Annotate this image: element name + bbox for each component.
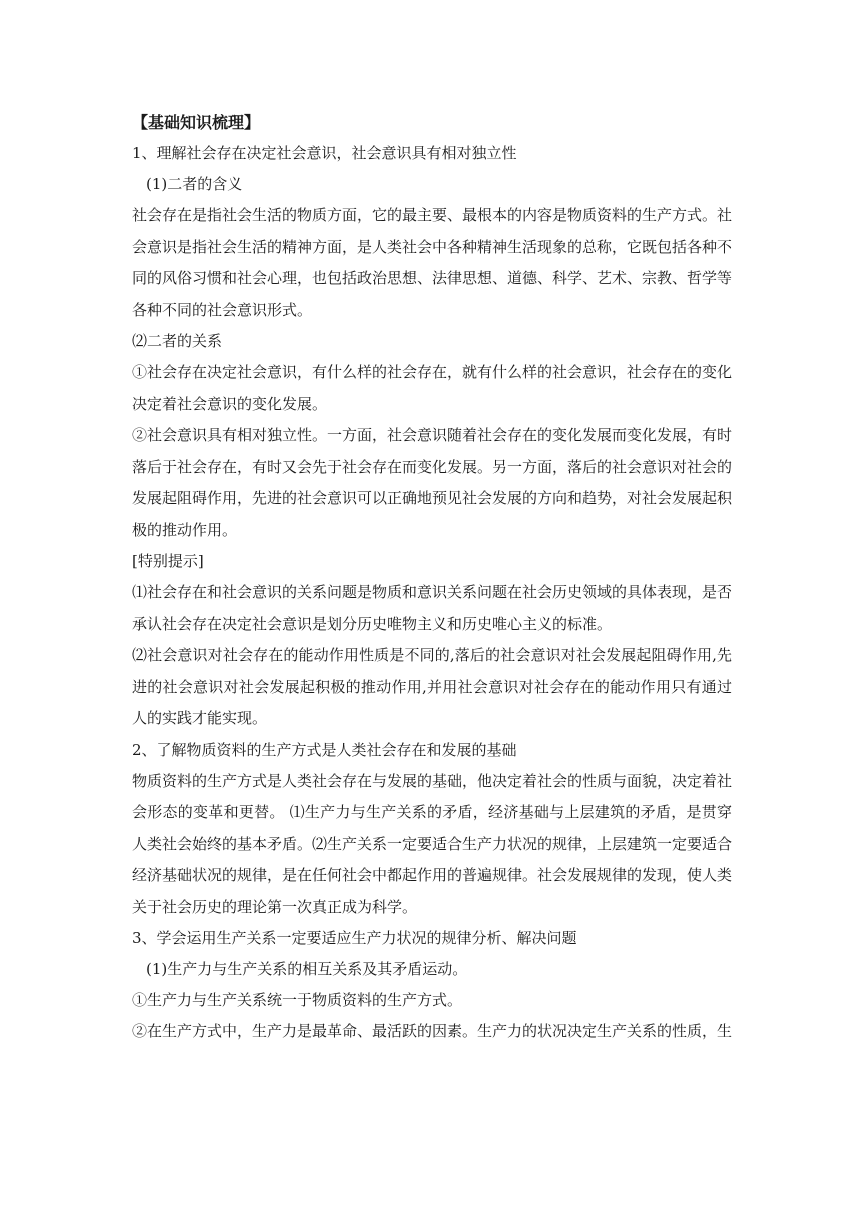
special-tip-paragraph-1: ⑴社会存在和社会意识的关系问题是物质和意识关系问题在社会历史领域的具体表现，是否承认社会存在决定社会意识是划分历史唯物主义和历史唯心主义的标准。 (132, 583, 733, 633)
special-tip-label: [特别提示] (132, 552, 204, 570)
section-3-point-1: ①生产力与生产关系统一于物质资料的生产方式。 (132, 991, 463, 1009)
section-1-subheading-relation: ⑵二者的关系 (132, 332, 223, 350)
section-2-title: 2、了解物质资料的生产方式是人类社会存在和发展的基础 (132, 740, 517, 759)
section-1-paragraph-point-2: ②社会意识具有相对独立性。一方面，社会意识随着社会存在的变化发展而变化发展，有时落后于社会存在，有时又会先于社会存在而变化发展。另一方面，落后的社会意识对社会的发展起阻碍作用，先进的社会意识可以正确地预见社会发展的方向和趋势，对社会发展起积极的推动作用。 (132, 426, 733, 539)
section-1-subheading-meaning: (1)二者的含义 (146, 175, 243, 193)
section-3-subheading: (1)生产力与生产关系的相互关系及其矛盾运动。 (146, 960, 468, 978)
section-3-title: 3、学会运用生产关系一定要适应生产力状况的规律分析、解决问题 (132, 929, 577, 947)
section-1-paragraph-point-1: ①社会存在决定社会意识，有什么样的社会存在，就有什么样的社会意识，社会存在的变化决定着社会意识的变化发展。 (132, 363, 733, 413)
special-tip-paragraph-2: ⑵社会意识对社会存在的能动作用性质是不同的,落后的社会意识对社会发展起阻碍作用,先进的社会意识对社会发展起积极的推动作用,并用社会意识对社会存在的能动作用只有通过人的实践才能实现。 (132, 646, 732, 727)
section-3-point-2: ②在生产方式中，生产力是最革命、最活跃的因素。生产力的状况决定生产关系的性质，生 (132, 1022, 732, 1040)
section-1-paragraph-definition: 社会存在是指社会生活的物质方面，它的最主要、最根本的内容是物质资料的生产方式。社会意识是指社会生活的精神方面，是人类社会中各种精神生活现象的总称，它既包括各种不同的风俗习惯和社会心理，也包括政治思想、法律思想、道德、科学、艺术、宗教、哲学等各种不同的社会意识形式。 (132, 206, 733, 319)
section-heading: 【基础知识梳理】 (132, 113, 261, 132)
section-2-paragraph: 物质资料的生产方式是人类社会存在与发展的基础，他决定着社会的性质与面貌，决定着社会形态的变革和更替。 ⑴生产力与生产关系的矛盾，经济基础与上层建筑的矛盾，是贯穿人类社会始终的基本矛盾。⑵生产关系一定要适合生产力状况的规律，上层建筑一定要适合经济基础状况的规律，是在任何社会中都起作用的普遍规律。社会发展规律的发现，使人类关于社会历史的理论第一次真正成为科学。 (132, 771, 733, 916)
section-1-title: 1、理解社会存在决定社会意识，社会意识具有相对独立性 (132, 144, 517, 162)
document-page (132, 108, 732, 1047)
